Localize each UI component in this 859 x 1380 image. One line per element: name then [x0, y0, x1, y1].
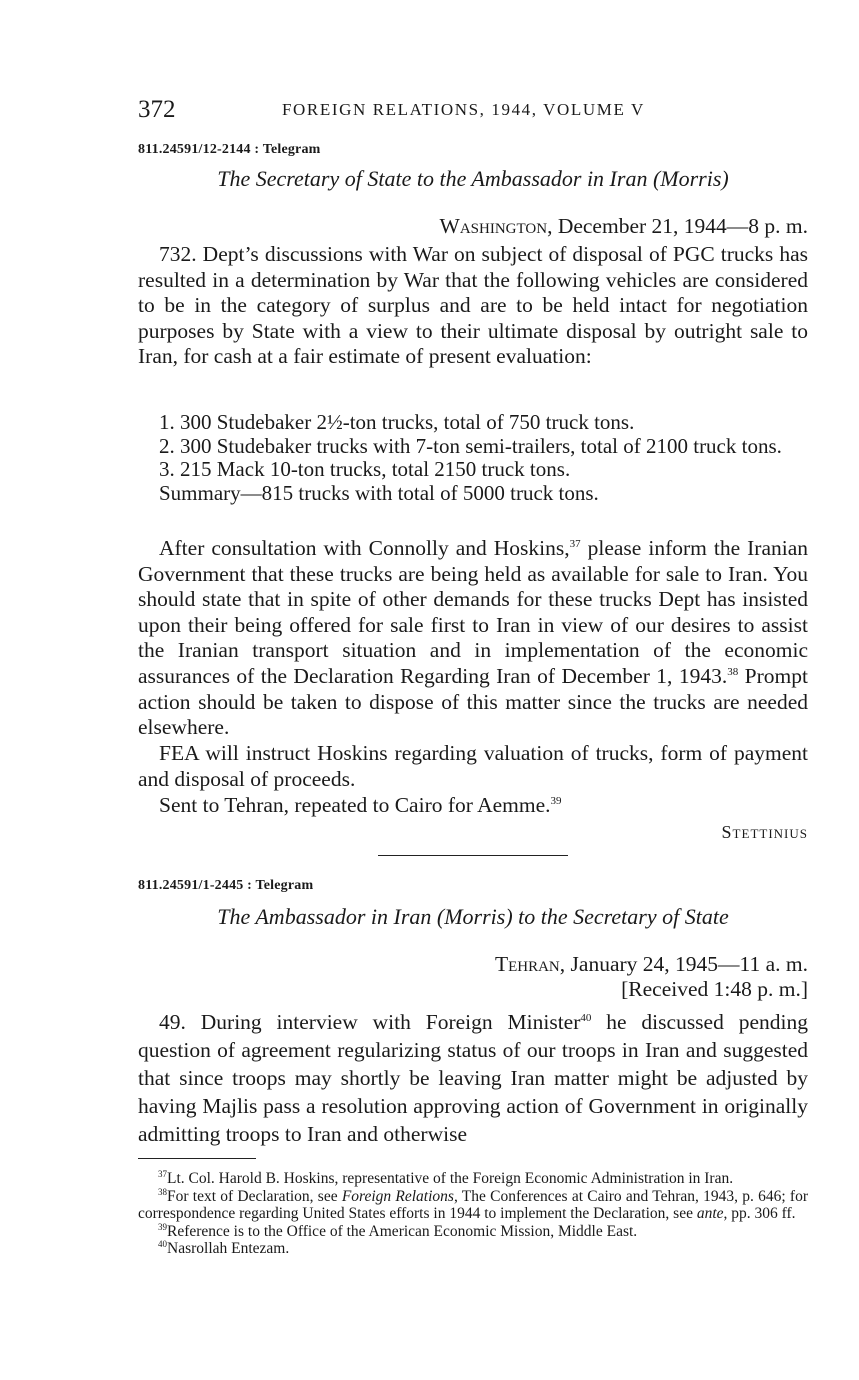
footnote-38 — [138, 1188, 808, 1223]
doc2-dateline-rest: , January 24, 1945—11 a. m. — [559, 952, 808, 976]
doc2-file-id: 811.24591/1-2445 : Telegram — [138, 878, 314, 893]
section-divider — [378, 855, 568, 856]
footnote-ref-38: 38 — [727, 665, 739, 678]
footnote-number: 39 — [158, 1221, 167, 1232]
footnote-ref-40: 40 — [580, 1011, 592, 1024]
footnote-text: , The Conferences at Cairo and Tehran, 1943, p. 646; for correspondence regarding United States efforts in 1944 to implement the Declaration, see — [138, 1187, 808, 1223]
footnotes — [138, 1170, 808, 1258]
footnote-40 — [138, 1240, 808, 1258]
footnote-39 — [138, 1223, 808, 1241]
doc2-paragraph-1-text-b: he discussed pending question of agreement regularizing status of our troops in Iran and suggested that since troops may shortly be leaving Iran matter might be adjusted by having Majlis pass a resolution approving action of Government in originally admitting troops to Iran and otherwise — [138, 1010, 808, 1146]
footnote-text: , pp. 306 ff. — [723, 1205, 796, 1223]
doc2-dateline-place: Tehran — [494, 952, 560, 976]
list-item: 3. 215 Mack 10-ton trucks, total 2150 truck tons. — [159, 457, 571, 481]
footnote-text: Lt. Col. Harold B. Hoskins, representative of the Foreign Economic Administration in Iran. — [167, 1170, 734, 1187]
doc2-received: [Received 1:48 p. m.] — [621, 977, 808, 1001]
footnote-rule — [138, 1158, 256, 1159]
doc1-dateline-rest: , December 21, 1944—8 p. m. — [547, 214, 808, 238]
doc1-paragraph-2-text-c: Prompt action should be taken to dispose of this matter since the trucks are needed elsewhere. — [138, 663, 808, 740]
footnote-37 — [138, 1170, 808, 1188]
running-head: FOREIGN RELATIONS, 1944, VOLUME V — [282, 100, 645, 119]
doc1-file-id: 811.24591/12-2144 : Telegram — [138, 142, 321, 157]
list-item: 2. 300 Studebaker trucks with 7-ton semi-trailers, total of 2100 truck tons. — [159, 433, 782, 458]
doc2-paragraph-1 — [138, 1008, 808, 1148]
doc1-paragraph-1: 732. Dept’s discussions with War on subject of disposal of PGC trucks has resulted in a determination by War that the following vehicles are considered to be in the category of surplus and are to be held intact for negotiation purposes by State with a view to their ultimate disposal by outright sale to Iran, for cash at a fair estimate of present evaluation: — [138, 242, 808, 369]
page-header — [138, 96, 808, 126]
doc1-signature: Stettinius — [721, 822, 808, 842]
truck-list — [138, 411, 808, 505]
footnote-ref-37: 37 — [569, 537, 581, 550]
doc1-dateline — [138, 214, 808, 239]
footnote-number: 40 — [158, 1239, 167, 1250]
footnote-text: Nasrollah Entezam. — [167, 1240, 290, 1258]
doc1-paragraph-3: FEA will instruct Hoskins regarding valuation of trucks, form of payment and disposal of proceeds. — [138, 741, 808, 791]
doc1-paragraph-2 — [138, 536, 808, 741]
footnote-number: 38 — [158, 1186, 167, 1197]
list-item: Summary—815 trucks with total of 5000 truck tons. — [159, 480, 599, 505]
doc1-paragraph-2-text-a: After consultation with Connolly and Hoskins, — [159, 536, 570, 560]
doc2-dateline — [138, 952, 808, 977]
list-item: 1. 300 Studebaker 2½-ton trucks, total of 750 truck tons. — [159, 410, 635, 434]
footnote-title: Foreign Relations — [341, 1187, 454, 1205]
doc1-paragraph-4 — [138, 793, 808, 819]
doc1-title: The Secretary of State to the Ambassador in Iran (Morris) — [217, 166, 729, 191]
footnote-italic: ante — [696, 1205, 724, 1223]
doc2-paragraph-1-text-a: 49. During interview with Foreign Minister — [159, 1010, 581, 1034]
doc1-dateline-place: Washington — [439, 214, 548, 238]
doc1-paragraph-4-text: Sent to Tehran, repeated to Cairo for Aemme. — [159, 793, 551, 817]
page-number: 372 — [138, 96, 176, 123]
footnote-text: Reference is to the Office of the American Economic Mission, Middle East. — [167, 1222, 638, 1240]
doc2-title: The Ambassador in Iran (Morris) to the Secretary of State — [217, 904, 729, 929]
footnote-ref-39: 39 — [550, 794, 562, 807]
footnote-text: For text of Declaration, see — [167, 1187, 342, 1205]
footnote-number: 37 — [158, 1168, 167, 1179]
doc1-paragraph-2-text-b: please inform the Iranian Government that these trucks are being held as available for sale to Iran. You should state that in spite of other demands for these trucks Dept has insisted upon their being offered for sale first to Iran in view of our desires to assist the Iranian transport situation and in implementation of the economic assurances of the Declaration Regarding Iran of December 1, 1943. — [138, 536, 808, 688]
